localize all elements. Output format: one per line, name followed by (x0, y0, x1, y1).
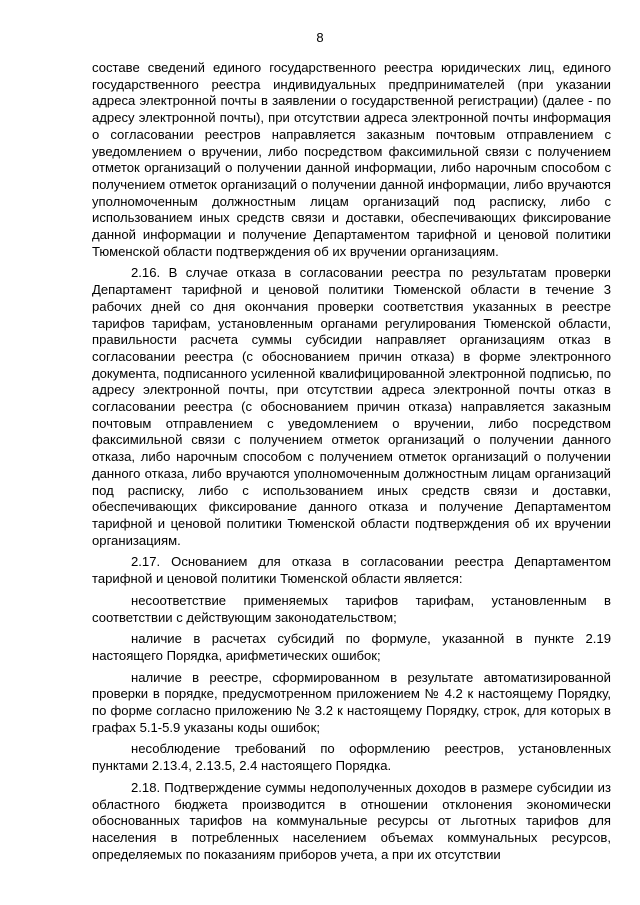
page-number: 8 (316, 30, 324, 45)
paragraph-continuation: составе сведений единого государственного реестра юридических лиц, единого государственного реестра индивидуальных предпринимателей (при указании адреса электронной почты в заявлении о государственной регистрации) (далее - по адресу электронной почты), при отсутствии адреса электронной почты информация о согласовании реестров направляется заказным почтовым отправлением с уведомлением о вручении, либо посредством факсимильной связи с получением отметок организаций о получении данной информации, либо нарочным способом с получением отметок организаций о получении данной информации, либо вручаются уполномоченным должностным лицам организаций под расписку, либо с использованием иных средств связи и доставки, обеспечивающих фиксирование данной информации и получение Департаментом тарифной и ценовой политики Тюменской области подтверждения об их вручении организациям. (92, 60, 611, 259)
paragraph-2-18: 2.18. Подтверждение суммы недополученных доходов в размере субсидии из областного бюджета производится в отношении отклонения экономически обоснованных тарифов на коммунальные ресурсы от льготных тарифов для населения в потребленных населением объемах коммунальных ресурсов, определяемых по показаниям приборов учета, а при их отсутствии (92, 779, 611, 862)
list-item-arithmetic-errors: наличие в расчетах субсидий по формуле, указанной в пункте 2.19 настоящего Порядка, арифметических ошибок; (92, 631, 611, 663)
list-item-formatting-requirements: несоблюдение требований по оформлению реестров, установленных пунктами 2.13.4, 2.13.5, 2.4 настоящего Порядка. (92, 741, 611, 774)
paragraph-2-17: 2.17. Основанием для отказа в согласовании реестра Департаментом тарифной и ценовой политики Тюменской области является: (92, 554, 611, 587)
list-item-error-codes: наличие в реестре, сформированном в результате автоматизированной проверки в порядке, предусмотренном приложением № 4.2 к настоящему Порядку, по форме согласно приложению № 3.2 к настоящему Порядку, строк, для которых в графах 5.1-5.9 указаны коды ошибок; (92, 669, 611, 735)
paragraph-2-16: 2.16. В случае отказа в согласовании реестра по результатам проверки Департамент тарифной и ценовой политики Тюменской области в течение 3 рабочих дней со дня окончания проверки соответствия указанных в реестре тарифов тарифам, установленным органами регулирования Тюменской области, правильности расчета суммы субсидии направляет организациям отказ в согласовании реестра (с обоснованием причин отказа) в форме электронного документа, подписанного усиленной квалифицированной электронной подписью, по адресу электронной почты, при отсутствии адреса электронной почты отказ в согласовании реестра (с обоснованием причин отказа) направляется заказным почтовым отправлением с уведомлением о вручении, либо посредством факсимильной связи с получением отметок организаций о получении данного отказа, либо нарочным способом с получением отметок организаций о получении данного отказа, либо вручаются уполномоченным должностным лицам организаций под расписку, либо с использованием иных средств связи и доставки, обеспечивающих фиксирование данного отказа и получение Департаментом тарифной и ценовой политики Тюменской области подтверждения об их вручении организациям. (92, 265, 611, 548)
document-body (92, 60, 611, 868)
list-item-tariff-mismatch: несоответствие применяемых тарифов тарифам, установленным в соответствии с действующим законодательством; (92, 592, 611, 625)
